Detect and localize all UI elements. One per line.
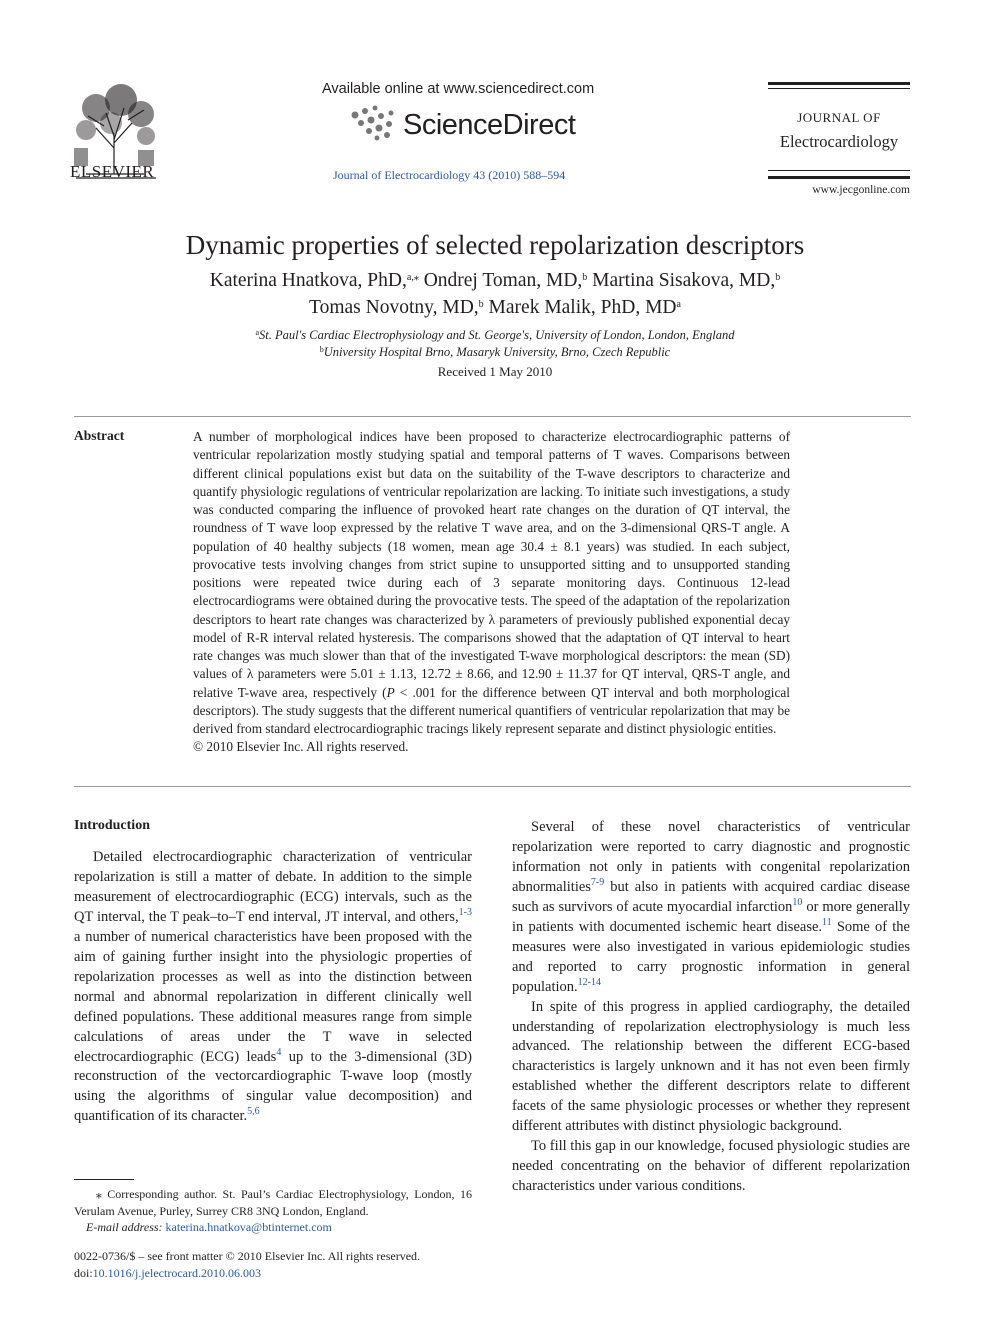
author-affil-mark: a [676,299,681,310]
doi-link[interactable]: 10.1016/j.jelectrocard.2010.06.003 [92,1265,261,1280]
issn-line: 0022-0736/$ – see front matter © 2010 Elsevier Inc. All rights reserved. [74,1249,421,1263]
reference-link[interactable]: 4 [276,1046,282,1058]
available-online-text: Available online at www.sciencedirect.com [322,81,595,97]
email-link[interactable]: katerina.hnatkova@btinternet.com [165,1220,332,1234]
reference-link[interactable]: 5,6 [247,1106,260,1118]
author-name: Martina Sisakova, MD, [592,270,776,291]
reference-link[interactable]: 12-14 [577,976,601,988]
body-column-left [74,848,472,1127]
reference-link[interactable]: 1-3 [458,906,472,918]
paragraph: To fill this gap in our knowledge, focused physiologic studies are needed concentrating on the behavior of different repolarization characteristics under various conditions. [512,1138,910,1195]
author-affil-mark: a,⁎ [406,272,419,283]
journal-url: www.jecgonline.com [812,184,910,196]
copyright-line: © 2010 Elsevier Inc. All rights reserved. [193,739,409,755]
journal-logo [768,82,910,180]
author-name: Tomas Novotny, MD, [309,297,479,318]
affiliation-mark: b [319,345,324,354]
paragraph: Several of these novel characteristics of ventricular repolarization were reported to carry diagnostic and prognostic information not only in patients with congenital repolarization abnormalities$^{7-9}$ but also in patients with acquired cardiac disease such as survivors of acute myocardial infarction$^{10}$ or more generally in patients with documented ischemic heart disease.$^{11}$ Some of the measures were also investigated in various epidemiologic studies and reported to carry prognostic information in general population.$^{12-14}$ [512,819,910,995]
article-title: Dynamic properties of selected repolarization descriptors [185,230,805,260]
author-affil-mark: b [582,272,588,283]
front-matter: 0022-0736/$ – see front matter © 2010 Elsevier Inc. All rights reserved. doi:10.1016/j.jelectrocard.2010.06.003 [74,1249,421,1280]
divider [74,416,911,417]
footnote-mark: ⁎ [95,1187,102,1201]
sciencedirect-logo [347,103,597,143]
corresponding-author-footnote: ⁎ Corresponding author. St. Paul’s Cardiac Electrophysiology, London, 16 Verulam Avenue, Purley, Surrey CR8 3NQ London, England. E-mail address: katerina.hnatkova@btinternet.com [74,1187,473,1234]
reference-link[interactable]: 11 [822,916,832,928]
author-line-1 [0,270,990,292]
affiliation-b [0,345,990,360]
author-name: Katerina Hnatkova, PhD, [209,270,407,291]
reference-link[interactable]: 10 [792,896,803,908]
reference-link[interactable]: 7-9 [590,876,605,888]
paragraph: In spite of this progress in applied cardiography, the detailed understanding of repolarization electrophysiology is much less advanced. The relationship between the different ECG-based characteristics is largely unknown and it has not even been firmly established whether the different descriptors relate to different facets of the same physiologic processes or whether they represent different attributes with distinct physiologic background. [512,998,910,1135]
email-label: E-mail address: [86,1220,163,1234]
footnote-rule [74,1179,134,1180]
journal-name-line1: JOURNAL OF [797,110,881,125]
paragraph: Detailed electrocardiographic characterization of ventricular repolarization is still a matter of debate. In addition to the simple measurement of electrocardiographic (ECG) intervals, such as the QT interval, the T peak–to–T end interval, JT interval, and others,$^{1-3}$ a number of numerical characteristics have been proposed with the aim of gaining further insight into the physiologic properties of repolarization processes as well as into the distinction between normal and abnormal repolarization in different clinically well defined populations. These additional measures range from simple calculations of areas under the T wave in selected electrocardiographic (ECG) leads$^4$ up to the 3-dimensional (3D) reconstruction of the vectorcardiographic T-wave loop (mostly using the algorithms of singular value decomposition) and quantification of its character.$^{5,6}$ [74,849,472,1125]
sciencedirect-dots-icon [347,103,403,143]
affiliation-mark: a [255,328,260,337]
sciencedirect-wordmark: ScienceDirect [403,109,576,141]
body-column-right [512,818,910,1197]
author-name: Ondrej Toman, MD, [423,270,583,291]
abstract-heading: Abstract [74,428,125,443]
affiliation-text: University Hospital Brno, Masaryk University, Brno, Czech Republic [323,345,671,359]
journal-name-line2: Electrocardiology [779,132,899,151]
author-affil-mark: b [775,272,781,283]
affiliation-text: St. Paul's Cardiac Electrophysiology and St. George's, University of London, London, England [259,328,735,342]
journal-citation-link[interactable]: Journal of Electrocardiology 43 (2010) 588–594 [333,168,566,182]
introduction-heading: Introduction [74,818,150,833]
divider [74,786,911,787]
abstract-text: A number of morphological indices have been proposed to characterize electrocardiographic patterns of ventricular repolarization mostly studying spatial and temporal patterns of T waves. Comparisons between different clinical populations exist but data on the suitability of the T-wave descriptors to characterize and quantify physiologic regulations of ventricular repolarization are lacking. To initiate such investigations, a study was conducted comparing the influence of provoked heart rate changes on the duration of QT interval, the roundness of T wave loop expressed by the relative T wave area, and on the 3-dimensional QRS-T angle. A population of 40 healthy subjects (18 women, mean age 30.4 ± 8.1 years) was studied. In each subject, provocative tests involving changes from strict supine to unsupported sitting and to unsupported standing positions were repeated twice during each of 3 separate monitoring days. Continuous 12-lead electrocardiograms were obtained during the provocative tests. The speed of the adaptation of the repolarization descriptors to heart rate changes was characterized by λ parameters of previously published exponential decay model of R-R interval related hysteresis. The comparisons showed that the adaptation of QT interval to heart rate changes was much slower than that of the investigated T-wave morphological descriptors: the mean (SD) values of λ parameters were 5.01 ± 1.13, 12.72 ± 8.66, and 12.90 ± 11.37 for QT interval, QRS-T angle, and relative T-wave area, respectively (P < .001 for the difference between QT interval and both morphological descriptors). The study suggests that the different numerical quantifiers of ventricular repolarization that may be derived from standard electrocardiographic tracings likely represent separate and distinct physiologic entities. © 2010 Elsevier Inc. All rights reserved. [193,429,790,755]
elsevier-wordmark: ELSEVIER [70,162,155,181]
affiliation-a [0,328,990,343]
author-affil-mark: b [478,299,484,310]
author-name: Marek Malik, PhD, MD [488,297,677,318]
author-line-2 [0,297,990,319]
received-date: Received 1 May 2010 [437,364,553,379]
